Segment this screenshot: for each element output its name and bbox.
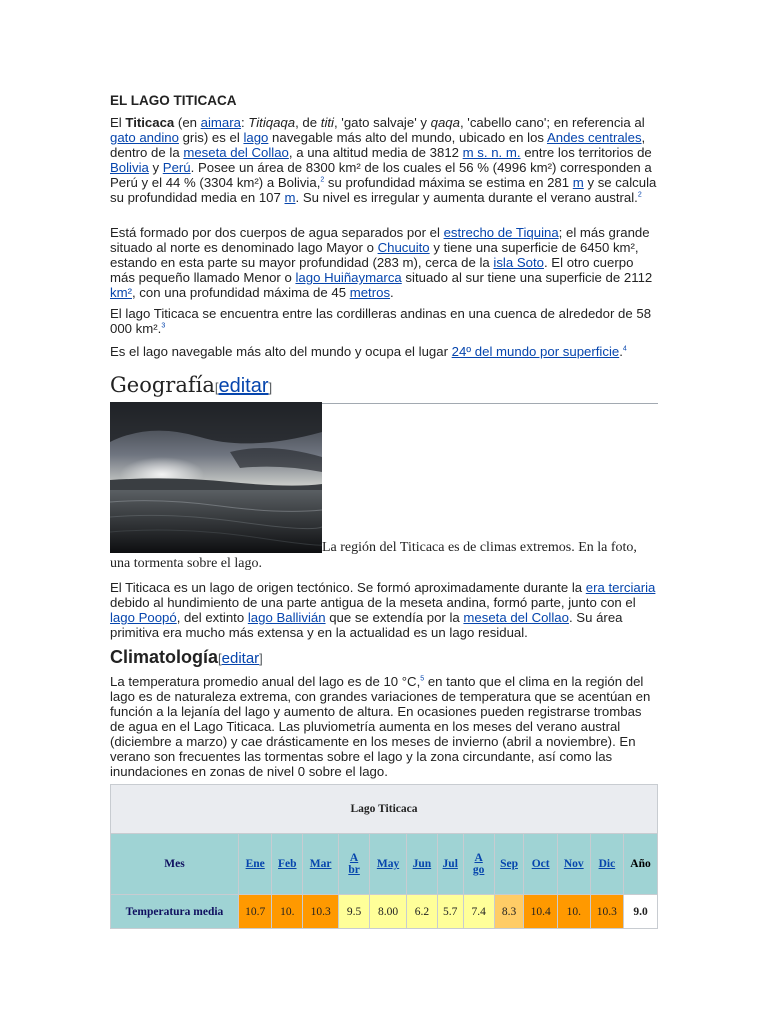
month-link[interactable]: Ene — [245, 858, 265, 870]
reference-3[interactable]: 3 — [161, 322, 166, 330]
month-link[interactable]: Abr — [348, 852, 360, 876]
month-cell — [590, 834, 623, 895]
temp-cell: 8.3 — [494, 895, 524, 929]
month-cell — [239, 834, 272, 895]
month-cell — [524, 834, 557, 895]
reference-5[interactable]: 5 — [420, 675, 425, 683]
link-m[interactable]: m — [572, 175, 584, 190]
intro-paragraph: El Titicaca (en aimara: Titiqaqa, de titi, 'gato salvaje' y qaqa, 'cabello cano'; en referencia al gato andino gris) es el lago navegable más alto del mundo, ubicado en los Andes centrales, dentro de la meseta del Collao, a una altitud media de 3812 m s. n. m. entre los territorios de Bolivia y Perú. Posee un área de 8300 km² de los cuales el 56 % (4996 km²) corresponden a Perú y el 44 % (3304 km²) a Bolivia,$^2$ su profundidad máxima se estima en 281 m y se calcula su profundidad media en 107 m. Su nivel es irregular y aumenta durante el verano austral.$^2$ — [110, 115, 657, 205]
link-estrecho-tiquina[interactable]: estrecho de Tiquina — [443, 225, 559, 240]
temp-cell: 10. — [557, 895, 590, 929]
link-msnm[interactable]: m s. n. m. — [462, 145, 521, 160]
link-isla-soto[interactable]: isla Soto — [493, 255, 544, 270]
table-row — [111, 895, 658, 929]
temp-cell: 8.00 — [370, 895, 407, 929]
section-heading-climatologia: Climatología[editar] — [110, 647, 263, 667]
link-km2[interactable]: km² — [110, 285, 132, 300]
link-peru[interactable]: Perú — [162, 160, 191, 175]
link-meseta-collao[interactable]: meseta del Collao — [463, 610, 569, 625]
link-lago[interactable]: lago — [243, 130, 269, 145]
table-title: Lago Titicaca — [111, 785, 658, 834]
row-header-temperature: Temperatura media — [111, 895, 239, 929]
temp-cell: 10.7 — [239, 895, 272, 929]
edit-link[interactable]: editar — [221, 650, 260, 667]
link-lago-huinaymarca[interactable]: lago Huiñaymarca — [295, 270, 402, 285]
temp-cell: 7.4 — [463, 895, 494, 929]
link-24-del-mundo[interactable]: 24º del mundo por superficie — [451, 344, 620, 359]
month-cell — [339, 834, 370, 895]
paragraph-lake-bodies: Está formado por dos cuerpos de agua separados por el estrecho de Tiquina; el más grande situado al norte es denominado lago Mayor o Chucuito y tiene una superficie de 6450 km², estando en esta parte su mayor profundidad (283 m), cerca de la isla Soto. El otro cuerpo más pequeño llamado Menor o lago Huiñaymarca situado al sur tiene una superficie de 2112 km², con una profundidad máxima de 45 metros. — [110, 225, 653, 300]
paragraph-origin: El Titicaca es un lago de origen tectónico. Se formó aproximadamente durante la era terciaria debido al hundimiento de una parte antigua de la meseta andina, formó parte, junto con el lago Poopó, del extinto lago Ballivián que se extendía por la meseta del Collao. Su área primitiva era mucho más extensa y en la actualidad es un lago residual. — [110, 580, 656, 640]
month-cell — [557, 834, 590, 895]
reference-4[interactable]: 4 — [622, 345, 627, 353]
month-cell — [463, 834, 494, 895]
paragraph-ranking: Es el lago navegable más alto del mundo y ocupa el lugar 24º del mundo por superficie.$^4$ — [110, 344, 627, 359]
link-lago-ballivian[interactable]: lago Ballivián — [247, 610, 326, 625]
month-link[interactable]: Jun — [412, 858, 432, 870]
table-header-row — [111, 834, 658, 895]
photo-caption: La región del Titicaca es de climas extremos. En la foto, una tormenta sobre el lago. — [110, 540, 637, 571]
year-header: Año — [624, 834, 658, 895]
temp-cell: 9.5 — [339, 895, 370, 929]
link-meseta-collao[interactable]: meseta del Collao — [183, 145, 289, 160]
month-cell — [406, 834, 437, 895]
climate-table — [110, 784, 658, 929]
month-link[interactable]: Jul — [442, 858, 458, 870]
link-aimara[interactable]: aimara — [200, 115, 241, 130]
link-bolivia[interactable]: Bolivia — [110, 160, 149, 175]
month-cell — [370, 834, 407, 895]
month-link[interactable]: Nov — [563, 858, 584, 870]
link-era-terciaria[interactable]: era terciaria — [585, 580, 656, 595]
month-link[interactable]: Ago — [472, 852, 485, 876]
link-metros[interactable]: metros — [349, 285, 391, 300]
reference-2[interactable]: 2 — [637, 191, 642, 199]
month-link[interactable]: Dic — [598, 858, 616, 870]
link-m[interactable]: m — [284, 190, 296, 205]
month-cell — [494, 834, 524, 895]
paragraph-climate: La temperatura promedio anual del lago es de 10 °C,$^5$ en tanto que el clima en la región del lago es de naturaleza extrema, con grandes variaciones de temperatura que se acentúan en función a la lejanía del lago y aumento de altura. En ocasiones pueden registrarse trombas de agua en el Lago Titicaca. Las pluviometría aumenta en los meses del verano austral (diciembre a marzo) y cae drásticamente en los meses de invierno (abril a noviembre). En verano son frecuentes las tormentas sobre el lago y la zona circundante, así como las inundaciones en zonas de nivel 0 sobre el lago. — [110, 674, 651, 779]
edit-link[interactable]: editar — [218, 375, 269, 397]
month-link[interactable]: Sep — [500, 858, 518, 870]
temp-cell: 5.7 — [437, 895, 463, 929]
temp-cell: 6.2 — [406, 895, 437, 929]
reference-2[interactable]: 2 — [320, 176, 325, 184]
bold-term: Titicaca — [125, 115, 175, 130]
link-lago-poopo[interactable]: lago Poopó — [110, 610, 177, 625]
temp-cell: 10.3 — [303, 895, 339, 929]
link-gato-andino[interactable]: gato andino — [110, 130, 179, 145]
paragraph-basin: El lago Titicaca se encuentra entre las cordilleras andinas en una cuenca de alrededor de 58 000 km².$^3$ — [110, 306, 652, 336]
temp-cell: 10.3 — [590, 895, 623, 929]
page-title: EL LAGO TITICACA — [110, 93, 237, 108]
temp-cell: 10.4 — [524, 895, 557, 929]
storm-over-lake-photo — [110, 402, 322, 553]
month-link[interactable]: Mar — [309, 858, 332, 870]
year-temp-cell: 9.0 — [624, 895, 658, 929]
month-cell — [437, 834, 463, 895]
month-cell — [303, 834, 339, 895]
temp-cell: 10. — [272, 895, 303, 929]
table-title-row — [111, 785, 658, 834]
month-link[interactable]: May — [376, 858, 400, 870]
link-andes-centrales[interactable]: Andes centrales — [546, 130, 642, 145]
month-link[interactable]: Oct — [531, 858, 550, 870]
row-header-months: Mes — [111, 834, 239, 895]
month-cell — [272, 834, 303, 895]
section-heading-geografia: Geografía[editar] — [110, 372, 658, 404]
month-link[interactable]: Feb — [278, 858, 297, 870]
link-chucuito[interactable]: Chucuito — [377, 240, 430, 255]
